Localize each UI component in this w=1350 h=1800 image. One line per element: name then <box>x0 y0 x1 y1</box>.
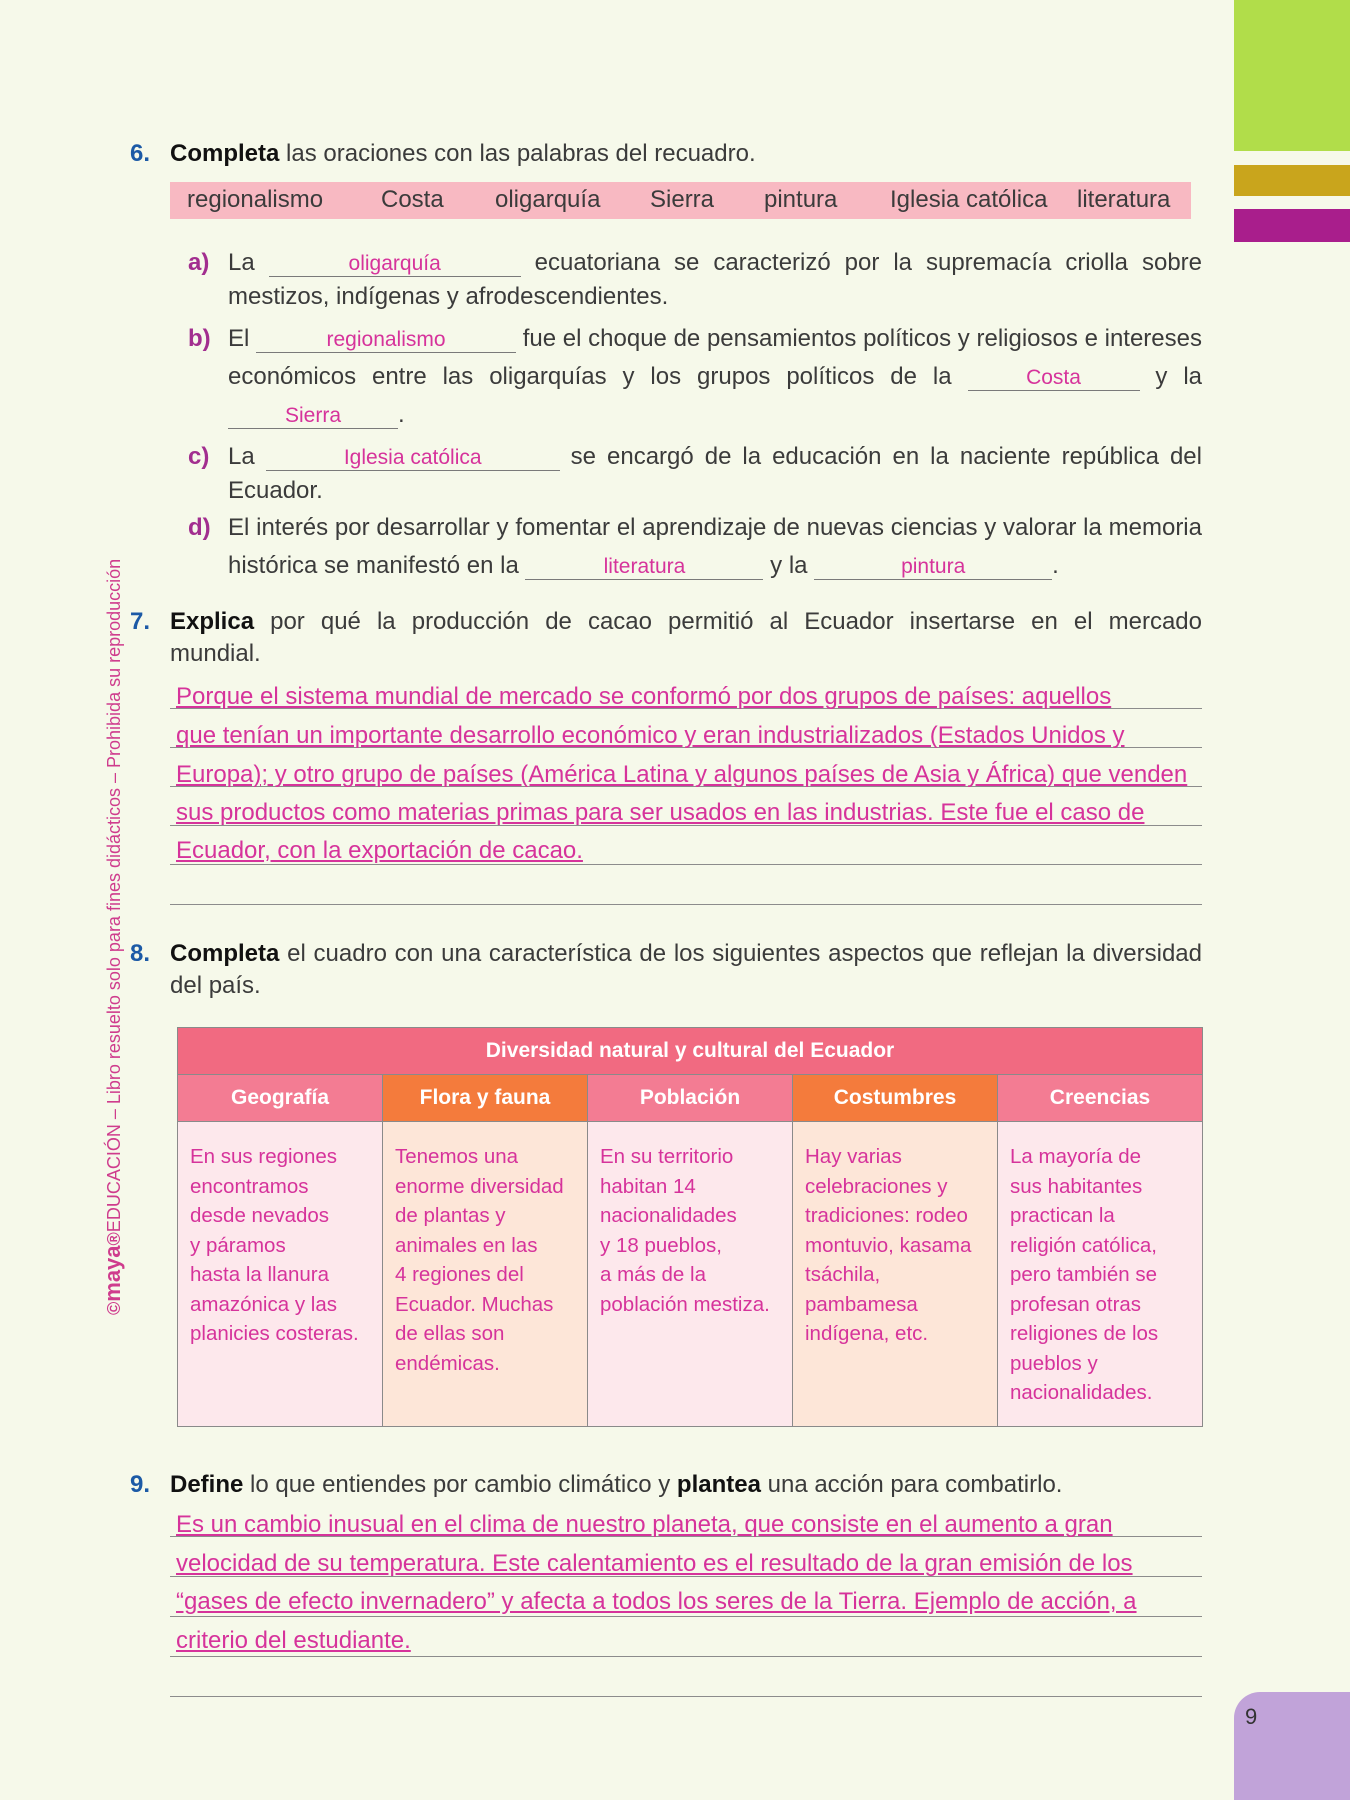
cell-line: pambamesa <box>805 1292 918 1316</box>
fill-blank[interactable]: regionalismo <box>256 328 516 353</box>
answer-line[interactable] <box>170 1658 1202 1697</box>
question-verb: Completa <box>170 940 280 967</box>
cell-line: sus habitantes <box>1010 1174 1143 1198</box>
item-c <box>188 440 1202 508</box>
word-bank-item: Sierra <box>650 186 715 213</box>
cell-line: montuvio, kasama <box>805 1233 972 1257</box>
answer-text: “gases de efecto invernadero” y afecta a todos los seres de la Tierra. Ejemplo de acción, a <box>176 1588 1137 1615</box>
fill-blank[interactable]: oligarquía <box>269 252 521 277</box>
item-label: c) <box>188 443 210 470</box>
item-text: El <box>228 325 257 352</box>
cell-line: planicies costeras. <box>190 1322 359 1345</box>
answer-text: Ecuador, con la exportación de cacao. <box>176 837 583 864</box>
cell-line: celebraciones y <box>805 1174 948 1198</box>
cell-line: encontramos <box>190 1174 309 1198</box>
question-verb: plantea <box>676 1471 761 1498</box>
question-8 <box>130 938 1202 970</box>
cell-line: enorme diversidad <box>395 1174 564 1198</box>
word-bank-item: pintura <box>764 186 838 213</box>
fill-blank[interactable]: Iglesia católica <box>266 446 560 471</box>
item-text: ecuatoriana se caracterizó por la supremacía criolla sobre mestizos, indígenas y afrodescendientes. <box>228 249 1203 310</box>
item-text: La <box>228 249 269 276</box>
question-7 <box>130 606 1202 638</box>
item-text: y la <box>1139 363 1203 390</box>
fill-blank[interactable]: Sierra <box>228 404 398 429</box>
registered-symbol: ® <box>104 1232 124 1246</box>
table-header-poblacion: Población <box>588 1075 793 1122</box>
cell-line: de plantas y <box>395 1204 506 1227</box>
cell-line: indígena, etc. <box>805 1322 929 1345</box>
question-text: mundial. <box>170 640 261 667</box>
cell-line: Tenemos una <box>395 1145 519 1168</box>
word-bank-item: literatura <box>1077 186 1171 213</box>
corner-tab-green <box>1234 0 1350 151</box>
cell-line: desde nevados <box>190 1204 330 1227</box>
brand-logo: maya <box>100 1245 125 1302</box>
item-d <box>188 509 1202 585</box>
cell-line: Ecuador. Muchas <box>395 1292 554 1316</box>
item-text: . <box>398 401 405 428</box>
table-cell-flora-fauna[interactable] <box>383 1122 588 1427</box>
item-text: se encargó de la educación en la naciente república del Ecuador. <box>228 443 1202 504</box>
word-bank-item: Costa <box>381 186 444 213</box>
table-cell-poblacion[interactable] <box>588 1122 793 1427</box>
table-header-flora-fauna: Flora y fauna <box>383 1075 588 1122</box>
question-text: lo que entiendes por cambio climático y <box>243 1471 677 1498</box>
item-text: El interés por desarrollar y fomentar el aprendizaje de nuevas ciencias y valorar la memoria histórica se manifestó en la <box>228 514 1202 579</box>
fill-blank[interactable]: literatura <box>525 555 763 580</box>
item-label: d) <box>188 514 211 541</box>
word-bank-item: Iglesia católica <box>890 186 1048 213</box>
cell-line: amazónica y las <box>190 1292 337 1316</box>
cell-line: a más de la <box>600 1263 706 1286</box>
word-bank-item: oligarquía <box>495 186 601 213</box>
cell-line: En sus regiones <box>190 1145 338 1168</box>
answer-line[interactable] <box>170 866 1202 905</box>
item-text: fue el choque de pensamientos políticos y religiosos e intereses económicos entre las oligarquías y los grupos políticos de la <box>228 325 1202 390</box>
question-verb: Completa <box>170 140 280 167</box>
question-text: del país. <box>170 972 261 999</box>
cell-line: tsáchila, <box>805 1263 881 1286</box>
cell-line: y 18 pueblos, <box>600 1233 722 1257</box>
answer-text: Es un cambio inusual en el clima de nuestro planeta, que consiste en el aumento a gran <box>176 1511 1113 1538</box>
table-cell-creencias[interactable] <box>998 1122 1203 1427</box>
fill-blank[interactable]: Costa <box>968 366 1140 391</box>
table-header-costumbres: Costumbres <box>793 1075 998 1122</box>
cell-line: 4 regiones del <box>395 1263 524 1286</box>
cell-line: religión católica, <box>1010 1233 1157 1257</box>
item-label: a) <box>188 249 210 276</box>
fill-blank[interactable]: pintura <box>814 555 1052 580</box>
question-text: las oraciones con las palabras del recuadro. <box>279 140 756 167</box>
answer-text: Porque el sistema mundial de mercado se conformó por dos grupos de países: aquellos <box>176 683 1112 710</box>
cell-line: En su territorio <box>600 1145 734 1168</box>
answer-text: velocidad de su temperatura. Este calentamiento es el resultado de la gran emisión de los <box>176 1550 1133 1577</box>
cell-line: practican la <box>1010 1204 1115 1227</box>
item-label: b) <box>188 325 211 352</box>
cell-line: pero también se <box>1010 1263 1158 1286</box>
cell-line: de ellas son <box>395 1322 505 1345</box>
cell-line: animales en las <box>395 1233 538 1257</box>
cell-line: población mestiza. <box>600 1292 770 1316</box>
table-header-geografia: Geografía <box>178 1075 383 1122</box>
question-verb: Explica <box>170 608 255 635</box>
question-verb: Define <box>170 1471 244 1498</box>
question-7-cont <box>170 638 261 670</box>
word-bank-item: regionalismo <box>187 186 324 213</box>
answer-text: criterio del estudiante. <box>176 1627 411 1654</box>
cell-line: Hay varias <box>805 1145 902 1168</box>
question-text: una acción para combatirlo. <box>760 1471 1063 1498</box>
page-number: 9 <box>1245 1704 1258 1729</box>
word-bank <box>170 182 1191 219</box>
answer-text: Europa); y otro grupo de países (América Latina y algunos países de Asia y África) que venden <box>176 761 1188 788</box>
question-9 <box>130 1469 1062 1501</box>
cell-line: La mayoría de <box>1010 1145 1142 1168</box>
cell-line: nacionalidades <box>600 1204 737 1227</box>
question-number: 9. <box>130 1471 151 1498</box>
copyright-credit <box>100 559 126 1315</box>
cell-line: y páramos <box>190 1233 286 1257</box>
question-8-cont <box>170 970 261 1002</box>
corner-tab-purple <box>1234 209 1350 242</box>
item-b <box>188 320 1202 434</box>
cell-line: profesan otras <box>1010 1292 1142 1316</box>
diversity-table <box>177 1027 1203 1427</box>
table-cell-costumbres[interactable] <box>793 1122 998 1427</box>
item-text: y la <box>763 552 815 579</box>
cell-line: pueblos y <box>1010 1351 1098 1375</box>
item-a <box>188 246 1202 314</box>
credit-text: EDUCACIÓN – Libro resuelto solo para fines didácticos – Prohibida su reproducción <box>104 558 124 1233</box>
cell-line: nacionalidades. <box>1010 1381 1153 1404</box>
cell-line: hasta la llanura <box>190 1263 330 1286</box>
table-header-creencias: Creencias <box>998 1075 1203 1122</box>
corner-tab-gold <box>1234 165 1350 196</box>
table-cell-geografia[interactable] <box>178 1122 383 1427</box>
question-6 <box>130 138 756 170</box>
cell-line: habitan 14 <box>600 1174 696 1198</box>
item-text: . <box>1052 552 1059 579</box>
question-text: el cuadro con una característica de los siguientes aspectos que reflejan la diversidad <box>279 940 1202 967</box>
question-number: 7. <box>130 608 151 635</box>
cell-line: religiones de los <box>1010 1322 1159 1345</box>
table-title: Diversidad natural y cultural del Ecuador <box>178 1028 1203 1075</box>
question-number: 6. <box>130 140 151 167</box>
answer-text: sus productos como materias primas para ser usados en las industrias. Este fue el caso de <box>176 799 1145 826</box>
question-text: por qué la producción de cacao permitió al Ecuador insertarse en el mercado <box>254 608 1202 635</box>
copyright-symbol: © <box>104 1301 124 1315</box>
item-text: La <box>228 443 266 470</box>
cell-line: tradiciones: rodeo <box>805 1204 968 1227</box>
cell-line: endémicas. <box>395 1351 500 1375</box>
answer-text: que tenían un importante desarrollo económico y eran industrializados (Estados Unidos y <box>176 722 1125 749</box>
question-number: 8. <box>130 940 151 967</box>
